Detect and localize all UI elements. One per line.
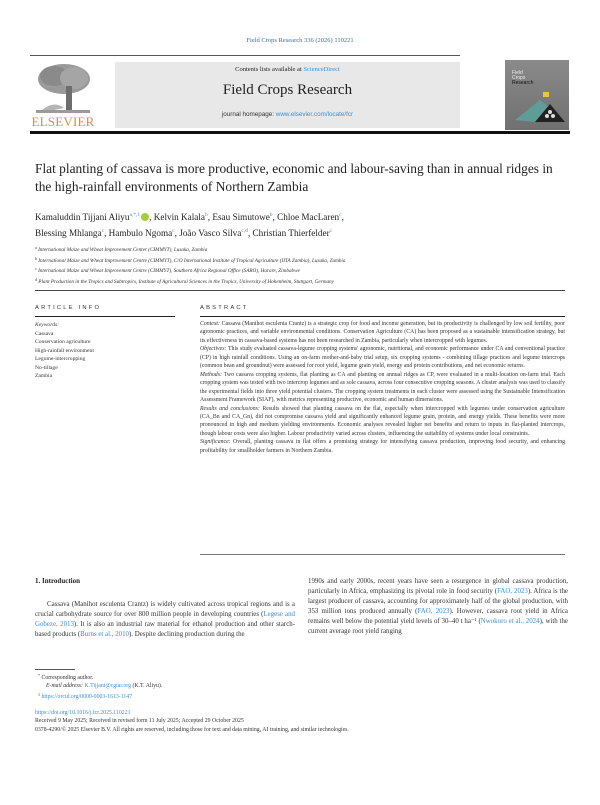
affiliation: $^b$ International Maize and Wheat Improvement Centre (CIMMYT), C/O International Institute of Tropical Agriculture (IITA Zambia), Lusaka, Zambia — [35, 255, 346, 264]
elsevier-wordmark: ELSEVIER — [31, 114, 95, 129]
intro-paragraph-left: Cassava (Manihot esculenta Crantz) is widely cultivated across tropical regions and is a crucial carbohydrate source for over 800 million people in developing countries (Legese and Gobeze, 2013). It is also an industrial raw material for ethanol production and other starch-based products (Burns et al., 2010). Despite declining production during the — [35, 601, 296, 638]
abstract-heading: ABSTRACT — [200, 305, 249, 311]
citation-link[interactable]: Legese and Gobeze, 2013 — [35, 611, 296, 628]
keyword: Cassava — [35, 330, 54, 337]
keyword: Legume-intercropping — [35, 356, 86, 362]
author[interactable]: Hambulo Ngoma$^c$ — [108, 228, 175, 238]
abstract-context: Context: Cassava (Manihot esculenta Crantz) is a strategic crop for food and income generation, but its productivity is challenged by low soil fertility, poor agronomic practices, and variable environmental conditions. Conservation Agriculture (CA) has been proposed as a sustainable intensification strategy, but its effectiveness in cassava-based systems has not been researched in Zambia, particularly when intercropped with legumes. — [200, 321, 565, 344]
citation-link[interactable]: Nwokoro et al., 2024 — [480, 618, 540, 625]
abstract-body — [200, 320, 565, 455]
elsevier-tree-icon — [34, 62, 92, 114]
abstract-panel — [200, 305, 565, 455]
citation-link[interactable]: Burns et al., 2010 — [80, 631, 129, 638]
journal-cover-image — [505, 60, 569, 130]
author[interactable]: Kamaluddin Tijjani Aliyu$^{a,*,1}$ — [35, 212, 141, 222]
affiliation: $^a$ International Maize and Wheat Improvement Center (CIMMYT), Lusaka, Zambia — [35, 245, 208, 253]
affiliations — [35, 244, 565, 286]
orcid-icon[interactable] — [141, 213, 149, 221]
article-info-panel — [35, 305, 180, 381]
author[interactable]: Kelvin Kalala$^b$ — [153, 212, 208, 222]
cover-artwork-icon — [505, 60, 569, 130]
publication-history: Received 9 May 2025; Received in revised form 11 July 2025; Accepted 29 October 2025 — [35, 718, 244, 725]
keyword: High-rainfall environment — [35, 347, 94, 354]
journal-homepage-link[interactable]: www.elsevier.com/locate/fcr — [275, 111, 354, 118]
keywords-label: Keywords: — [35, 322, 60, 328]
contents-line — [115, 66, 460, 73]
copyright-notice: 0378-4290/© 2025 Elsevier B.V. All rights are reserved, including those for text and data mining, AI training, and similar technologies. — [35, 726, 349, 733]
footnotes — [38, 672, 318, 701]
footnote-email: E-mail address: K.Tijjani@cgiar.org (K.T. Aliyu). — [46, 683, 163, 690]
footnote-orcid: $^1$ https://orcid.org/0000-0003-1613-1147 — [38, 691, 133, 700]
article-info-divider — [35, 316, 175, 317]
sciencedirect-link[interactable]: ScienceDirect — [303, 66, 340, 73]
author[interactable]: Chloe MacLaren$^c$ — [277, 212, 342, 222]
intro-paragraph-right: 1990s and early 2000s, recent years have seen a resurgence in global cassava production, particularly in Africa, emphasizing its pivotal role in food security (FAO, 2023). Africa is the largest producer of cassava, accounting for approximately half of the global production, with 353 million tons produced annually (FAO, 2023). However, cassava root yield in Africa remains well below the potential yield levels of 30–40 t ha⁻¹ (Nwokoro et al., 2024), with the current average root yield ranging — [308, 578, 568, 635]
abstract-methods: Methods: Two cassava cropping systems, flat planting as CA and planting on annual ridges as CP, were evaluated in a multi-location on-farm trial. Each cropping system was tested with two intercrop legumes and as sole cassava, across four consecutive cropping seasons. A cluster analysis was used to classify the experimental fields into three yield potential clusters. The cropping system treatments in each cluster were assessed using the Sustainable Intensification Assessment Framework (SIAF), with metrics representing productive, economic and human dimensions. — [200, 371, 565, 404]
running-head: Field Crops Research 336 (2026) 110221 — [246, 37, 354, 44]
author[interactable]: Blessing Mhlanga$^c$ — [35, 228, 105, 238]
contents-prefix: Contents lists available at — [235, 66, 302, 73]
elsevier-logo — [30, 60, 96, 130]
abstract-significance: Significance: Overall, planting cassava in flat offers a promising strategy for intensifying cassava production, improving food security, and enhancing profitability for smallholder farmers in Northern Zambia. — [200, 439, 565, 454]
journal-masthead — [115, 62, 460, 128]
footnote-divider — [35, 669, 75, 670]
homepage-prefix: journal homepage: — [221, 111, 275, 118]
abstract-bottom-divider — [200, 554, 565, 555]
citation-link[interactable]: FAO, 2023 — [417, 608, 450, 615]
homepage-line — [115, 111, 460, 118]
article-info-heading: ARTICLE INFO — [35, 305, 102, 311]
doi-link[interactable]: https://doi.org/10.1016/j.fcr.2025.110221 — [35, 710, 131, 716]
keyword: Conservation agriculture — [35, 339, 91, 345]
abstract-divider — [200, 316, 565, 317]
abstract-objectives: Objectives: This study evaluated cassava-legume cropping systems' agronomic, nutritional, and economic performance under CA and conventional practice (CP) in high rainfall conditions. Using an on-farm mother-and-baby trial setup, six cropping systems - combining tillage practices and legume intercrops (common bean and groundnut) were assessed for root yield, legume grain yield, energy and protein contributions, and net economic returns. — [200, 346, 565, 370]
journal-title: Field Crops Research — [222, 82, 353, 98]
email-link[interactable]: K.Tijjani@cgiar.org — [84, 683, 131, 690]
citation-link[interactable]: FAO, 2023 — [497, 588, 528, 595]
keyword: Zambia — [35, 373, 53, 379]
affiliation: $^d$ Plant Production in the Tropics and Subtropics, Institute of Agricultural Sciences in the Tropics, University of Hohenheim, Stuttgart, Germany — [35, 276, 334, 285]
author-list: Kamaluddin Tijjani Aliyu$^{a,*,1}$ , Kelvin Kalala$^b$, Esau Simutowe$^b$, Chloe MacLaren$^c$, Blessing Mhlanga$^c$, Hambulo Ngoma$^c$, João Vasco Silva$^{c,d}$, Christian Thierfelder$^c$ — [35, 212, 344, 238]
affiliations-divider — [35, 290, 565, 291]
author[interactable]: Christian Thierfelder$^c$ — [252, 228, 333, 238]
cover-title: Field Crops Research — [512, 70, 534, 86]
section-heading-introduction: 1. Introduction — [35, 577, 80, 585]
orcid-link[interactable]: https://orcid.org/0000-0003-1613-1147 — [41, 693, 133, 700]
author[interactable]: Esau Simutowe$^b$ — [212, 212, 273, 222]
article-title: Flat planting of cassava is more productive, economic and labour-saving than in annual ridges in the high-rainfall environments of Northern Zambia — [35, 161, 553, 194]
publication-info — [35, 709, 565, 734]
abstract-results: Results and conclusions: Results showed that planting cassava on the flat, especially when intercropped with legumes under conservation agriculture (CA_Bn and CA_Gn), did not compromise cassava yield and significantly enhanced legume grain, protein, and energy yields. These benefits were more pronounced in high and medium yielding environments. Economic analyses revealed higher net benefits and return to inputs in flat-planted intercrops, though labour costs were also higher. Labour productivity varied across clusters, influencing the suitability of systems under local constraints. — [200, 405, 565, 437]
header-rule-bottom — [30, 131, 570, 134]
footnote-corresponding: * Corresponding author. — [38, 673, 94, 681]
affiliation: $^c$ International Maize and Wheat Improvement Centre (CIMMYT), Southern Africa Regional Office (SARO), Harare, Zimbabwe — [35, 266, 300, 275]
author[interactable]: João Vasco Silva$^{c,d}$ — [179, 228, 248, 238]
keyword: No-tillage — [35, 364, 58, 371]
header-rule-top — [30, 55, 460, 56]
